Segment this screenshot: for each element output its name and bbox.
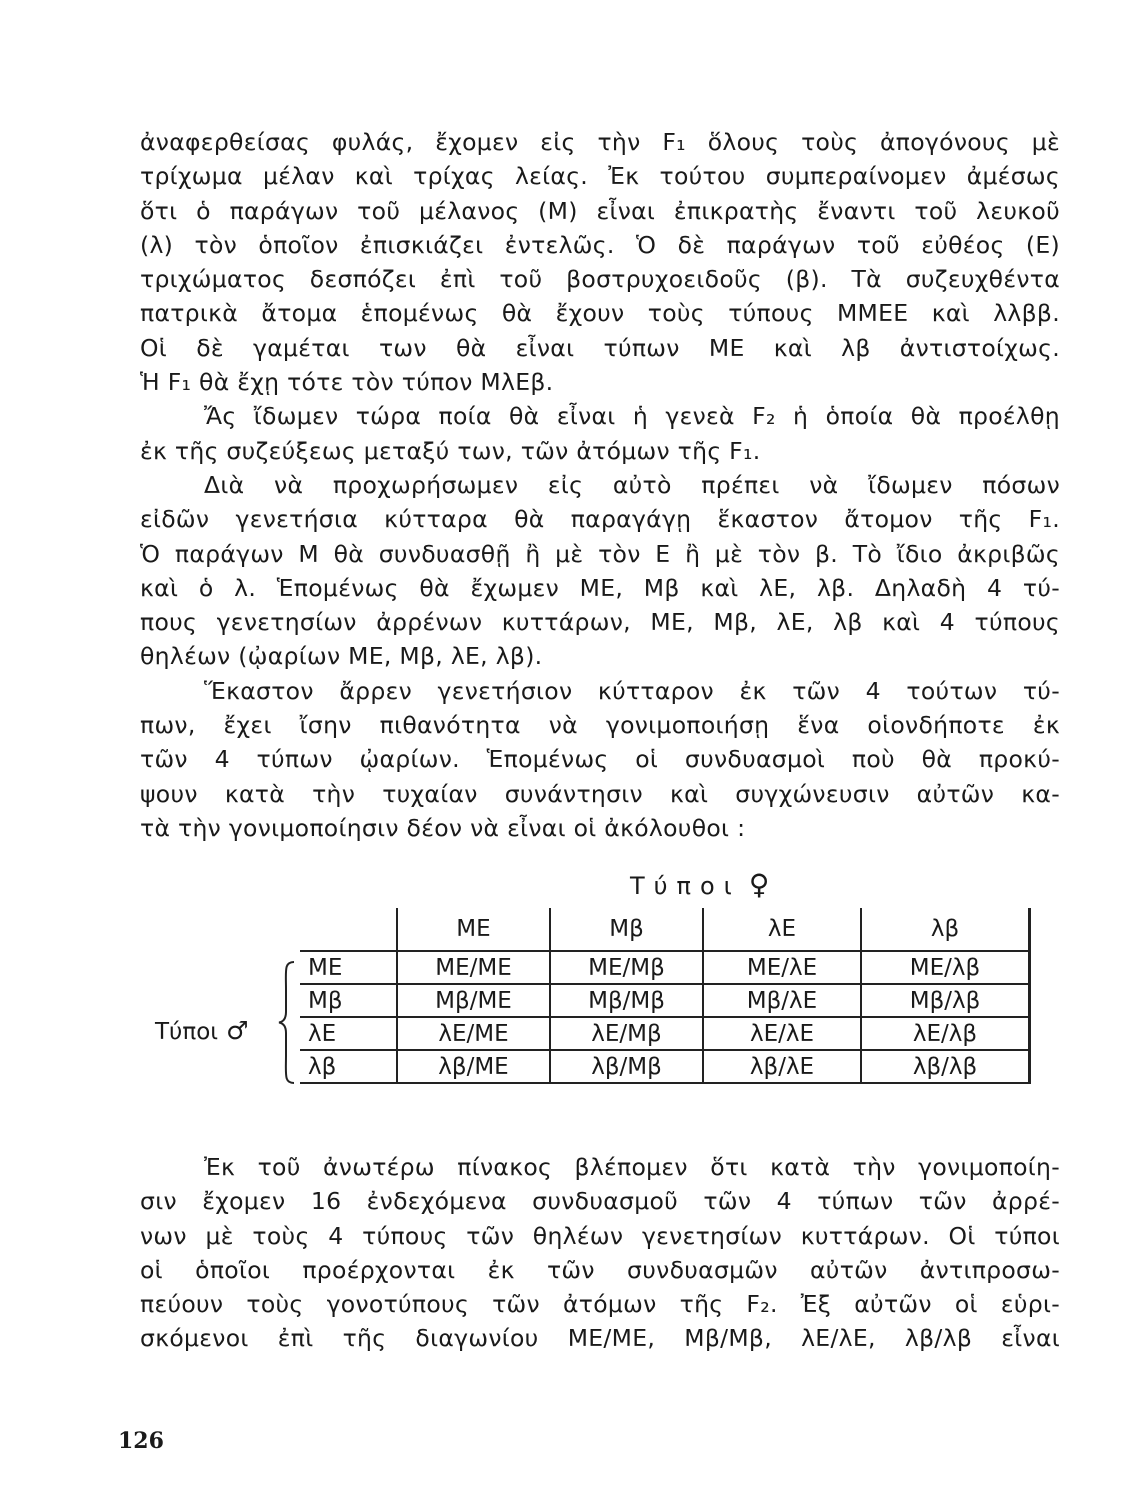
table-cell: λβ/λΕ: [703, 1050, 861, 1083]
text-line: ψουν κατὰ τὴν τυχαίαν συνάντησιν καὶ συγχώνευσιν αὐτῶν κα-: [140, 779, 1060, 808]
table-corner-cell: [300, 908, 397, 951]
page-number: 126: [118, 1428, 164, 1454]
row-header: ΜΕ: [300, 951, 397, 984]
text-line: Ἐκ τοῦ ἀνωτέρω πίνακος βλέπομεν ὅτι κατὰ τὴν γονιμοποίη-: [204, 1153, 1060, 1181]
row-header: λβ: [300, 1050, 397, 1083]
table-row: [300, 984, 1030, 1017]
table-cell: Μβ/λβ: [861, 984, 1030, 1017]
text-line: νων μὲ τοὺς 4 τύπους τῶν θηλέων γενετησίων κυττάρων. Οἱ τύποι: [140, 1221, 1060, 1250]
text-line: θηλέων (ᾠαρίων ΜΕ, Μβ, λΕ, λβ).: [140, 642, 543, 671]
text-line: ἐκ τῆς συζεύξεως μεταξύ των, τῶν ἀτόμων τῆς F₁.: [140, 436, 761, 465]
text-line: οἱ ὁποῖοι προέρχονται ἐκ τῶν συνδυασμῶν αὐτῶν ἀντιπροσω-: [140, 1255, 1060, 1284]
text-line: (λ) τὸν ὁποῖον ἐπισκιάζει ἐντελῶς. Ὁ δὲ παράγων τοῦ εὐθέος (Ε): [140, 230, 1060, 259]
text-line: ἀναφερθείσας φυλάς, ἔχομεν εἰς τὴν F₁ ὅλους τοὺς ἀπογόνους μὲ: [140, 128, 1060, 156]
text-line: ὅτι ὁ παράγων τοῦ μέλανος (Μ) εἶναι ἐπικρατὴς ἔναντι τοῦ λευκοῦ: [140, 196, 1060, 225]
row-label-text: Τύποι: [155, 1019, 219, 1045]
table-cell: λΕ/λΕ: [703, 1017, 861, 1050]
table-cell: λβ/ΜΕ: [397, 1050, 550, 1083]
text-line: Διὰ νὰ προχωρήσωμεν εἰς αὐτὸ πρέπει νὰ ἴδωμεν πόσων: [204, 470, 1060, 499]
text-line: Ὁ παράγων Μ θὰ συνδυασθῇ ἢ μὲ τὸν Ε ἢ μὲ τὸν β. Τὸ ἴδιο ἀκριβῶς: [140, 539, 1060, 568]
male-symbol: ♂: [226, 1016, 249, 1045]
text-line: πων, ἔχει ἴσην πιθανότητα νὰ γονιμοποιήσῃ ἕνα οἱονδήποτε ἐκ: [140, 711, 1060, 740]
table-cell: ΜΕ/ΜΕ: [397, 951, 550, 984]
curly-brace: [278, 960, 296, 1085]
bottom-text-block: [140, 1150, 1060, 1356]
table-cell: Μβ/λΕ: [703, 984, 861, 1017]
table-header-row: [300, 908, 1030, 951]
column-header: Μβ: [550, 908, 703, 951]
table-cell: Μβ/Μβ: [550, 984, 703, 1017]
table-cell: λβ/Μβ: [550, 1050, 703, 1083]
female-symbol: ♀: [748, 868, 770, 901]
text-line: Ἄς ἴδωμεν τώρα ποία θὰ εἶναι ἡ γενεὰ F₂ ἡ ὁποία θὰ προέλθῃ: [204, 402, 1060, 431]
text-line: τὰ τὴν γονιμοποίησιν δέον νὰ εἶναι οἱ ἀκόλουθοι :: [140, 813, 746, 842]
text-line: τῶν 4 τύπων ᾠαρίων. Ἑπομένως οἱ συνδυασμοὶ ποὺ θὰ προκύ-: [140, 745, 1060, 774]
table-row: [300, 951, 1030, 984]
text-line: πεύουν τοὺς γονοτύπους τῶν ἀτόμων τῆς F₂. Ἐξ αὐτῶν οἱ εὑρι-: [140, 1290, 1060, 1319]
table-row: [300, 1017, 1030, 1050]
text-line: Οἱ δὲ γαμέται των θὰ εἶναι τύπων ΜΕ καὶ λβ ἀντιστοίχως.: [140, 333, 1060, 362]
table-cell: λΕ/λβ: [861, 1017, 1030, 1050]
text-line: τρίχωμα μέλαν καὶ τρίχας λείας. Ἐκ τούτου συμπεραίνομεν ἀμέσως: [140, 162, 1060, 191]
table-cell: λΕ/ΜΕ: [397, 1017, 550, 1050]
text-line: Ἕκαστον ἄρρεν γενετήσιον κύτταρον ἐκ τῶν 4 τούτων τύ-: [204, 676, 1060, 705]
text-line: πατρικὰ ἄτομα ἑπομένως θὰ ἔχουν τοὺς τύπους ΜΜΕΕ καὶ λλββ.: [140, 299, 1060, 328]
text-line: εἰδῶν γενετήσια κύτταρα θὰ παραγάγῃ ἕκαστον ἄτομον τῆς F₁.: [140, 505, 1060, 534]
text-line: σιν ἔχομεν 16 ἐνδεχόμενα συνδυασμοῦ τῶν 4 τύπων τῶν ἀρρέ-: [140, 1187, 1060, 1216]
caption-text: Τύποι: [630, 872, 741, 900]
table-caption: [630, 868, 769, 901]
punnett-square: [300, 908, 1031, 1084]
table-cell: ΜΕ/Μβ: [550, 951, 703, 984]
text-line: σκόμενοι ἐπὶ τῆς διαγωνίου ΜΕ/ΜΕ, Μβ/Μβ, λΕ/λΕ, λβ/λβ εἶναι: [140, 1324, 1060, 1353]
column-header: λΕ: [703, 908, 861, 951]
row-header: λΕ: [300, 1017, 397, 1050]
row-header: Μβ: [300, 984, 397, 1017]
table-cell: ΜΕ/λΕ: [703, 951, 861, 984]
column-header: ΜΕ: [397, 908, 550, 951]
table-cell: Μβ/ΜΕ: [397, 984, 550, 1017]
text-line: τριχώματος δεσπόζει ἐπὶ τοῦ βοστρυχοειδοῦς (β). Τὰ συζευχθέντα: [140, 265, 1060, 294]
top-text-block: [140, 125, 1060, 845]
table-cell: ΜΕ/λβ: [861, 951, 1030, 984]
row-axis-label: [155, 1016, 248, 1045]
text-line: πους γενετησίων ἀρρένων κυττάρων, ΜΕ, Μβ, λΕ, λβ καὶ 4 τύπους: [140, 608, 1060, 637]
column-header: λβ: [861, 908, 1030, 951]
table-cell: λβ/λβ: [861, 1050, 1030, 1083]
table-cell: λΕ/Μβ: [550, 1017, 703, 1050]
table-row: [300, 1050, 1030, 1083]
text-line: Ἡ F₁ θὰ ἔχῃ τότε τὸν τύπον ΜλΕβ.: [140, 368, 554, 397]
text-line: καὶ ὁ λ. Ἑπομένως θὰ ἔχωμεν ΜΕ, Μβ καὶ λΕ, λβ. Δηλαδὴ 4 τύ-: [140, 573, 1060, 602]
